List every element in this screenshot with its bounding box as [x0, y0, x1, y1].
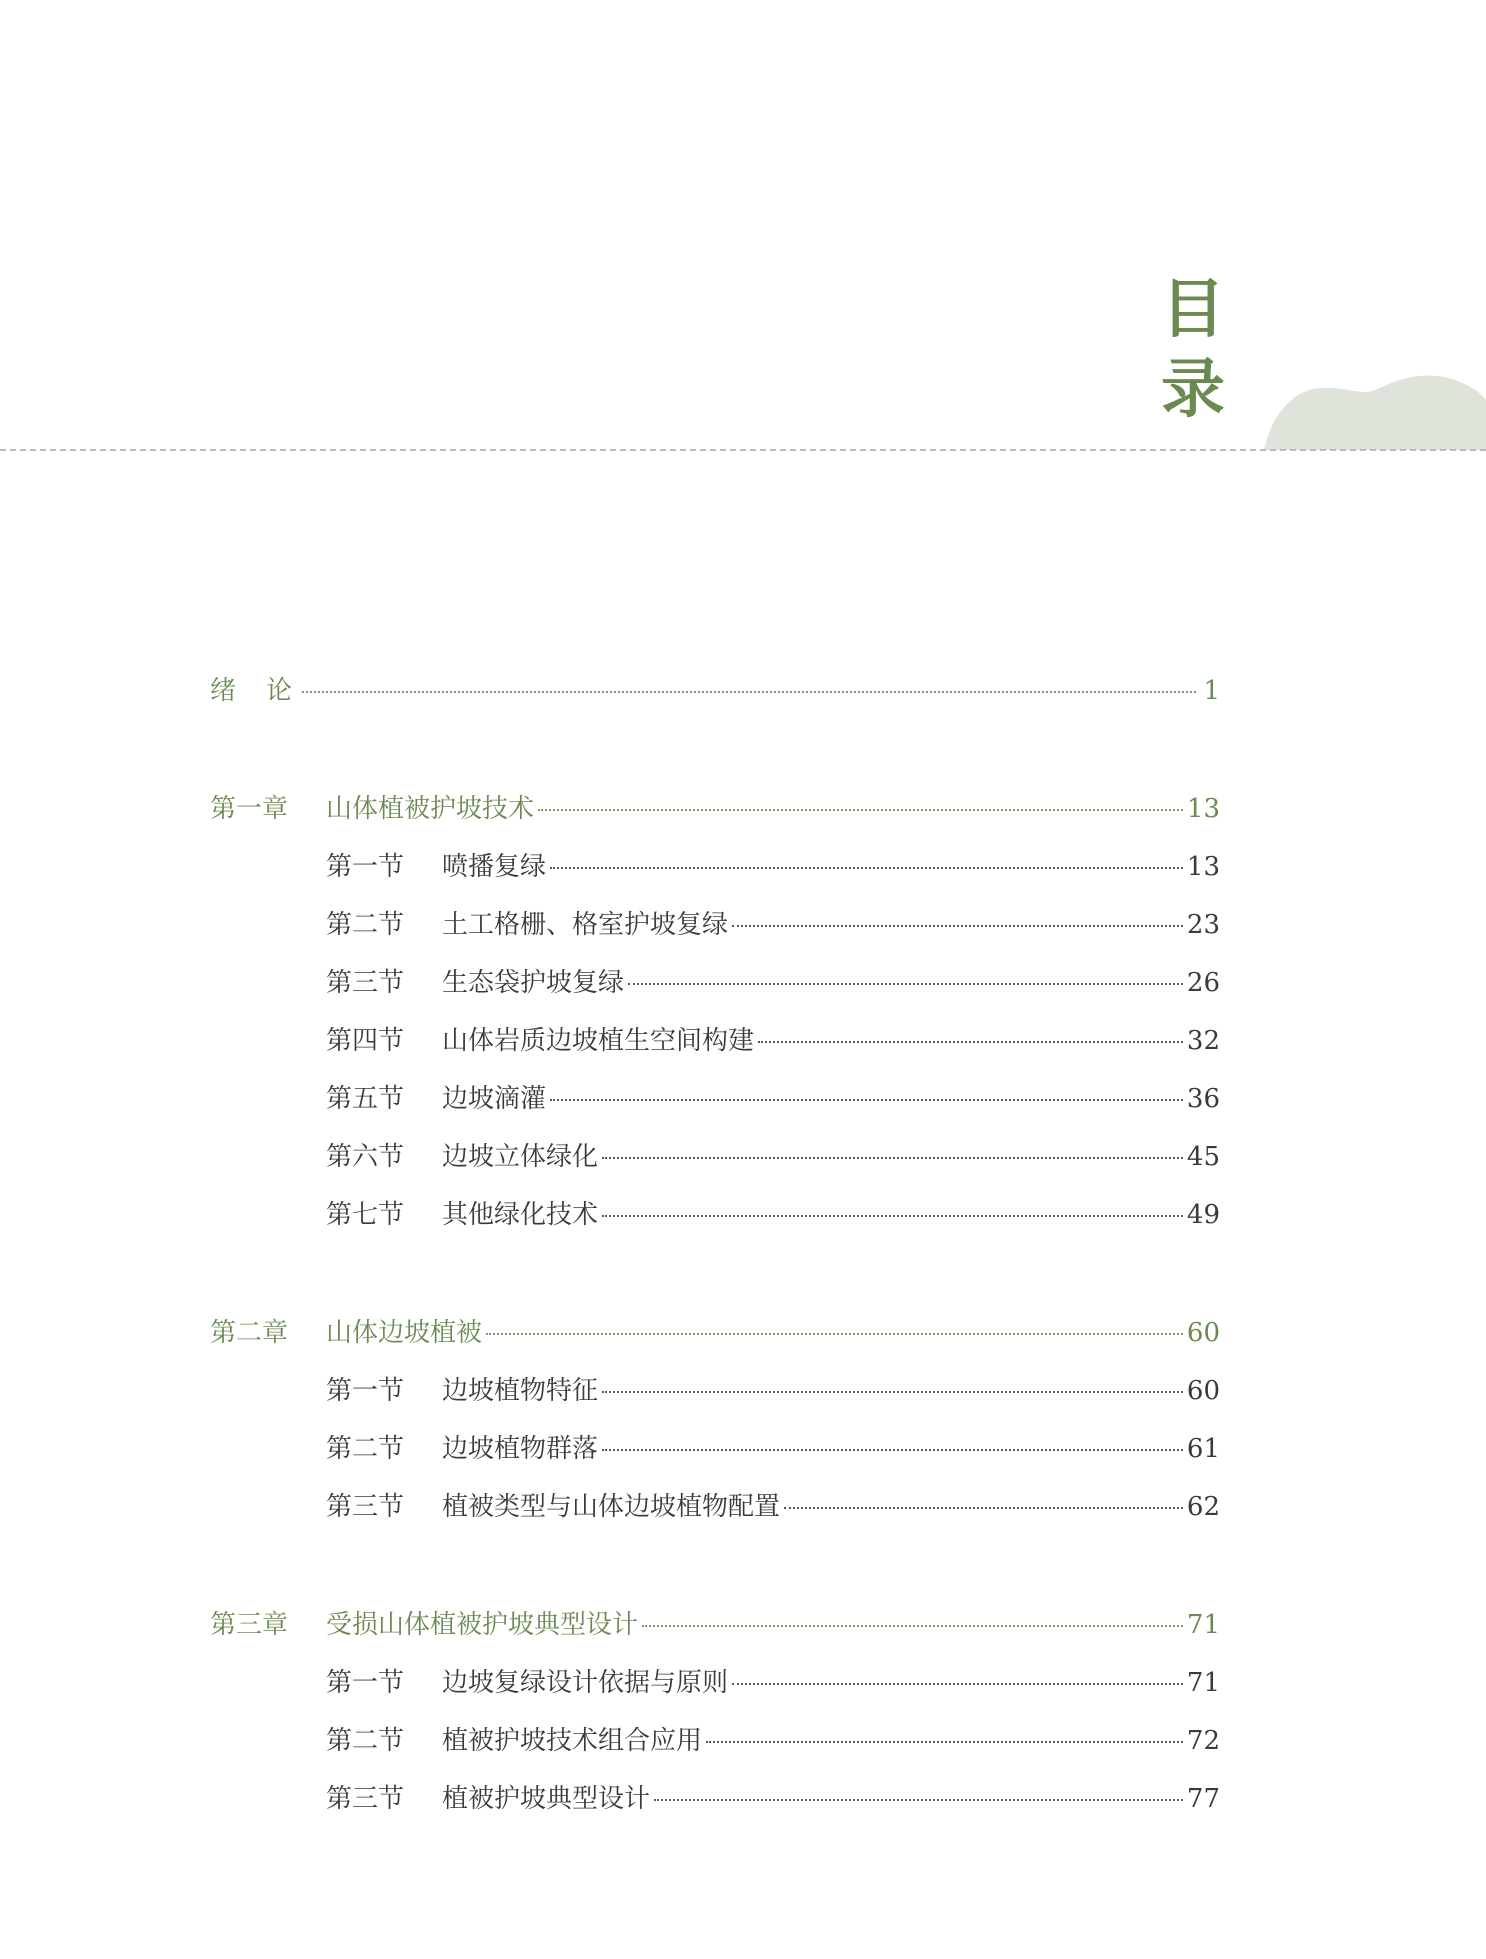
dot-leader — [602, 1157, 1183, 1159]
section-title: 山体岩质边坡植生空间构建 — [442, 1026, 755, 1056]
toc-page-number: 23 — [1186, 910, 1220, 940]
toc-section[interactable] — [210, 1720, 1220, 1778]
toc-page-number: 77 — [1186, 1784, 1220, 1814]
chapter-title: 受损山体植被护坡典型设计 — [326, 1610, 639, 1640]
dot-leader — [628, 983, 1183, 985]
toc-section[interactable] — [210, 904, 1220, 962]
section-title: 边坡复绿设计依据与原则 — [442, 1668, 729, 1698]
toc-page-number: 32 — [1186, 1026, 1220, 1056]
section-title: 边坡滴灌 — [442, 1084, 547, 1114]
toc-intro[interactable] — [210, 670, 1220, 728]
toc-page-number: 13 — [1186, 852, 1220, 882]
dot-leader — [302, 691, 1196, 693]
spacer — [210, 1544, 1220, 1604]
section-title: 喷播复绿 — [442, 852, 547, 882]
toc-page-number: 26 — [1186, 968, 1220, 998]
toc-section[interactable] — [210, 1194, 1220, 1252]
toc-chapter-3[interactable] — [210, 1604, 1220, 1662]
page-title — [1158, 270, 1228, 430]
chapter-title: 山体边坡植被 — [326, 1318, 483, 1348]
dot-leader — [550, 867, 1183, 869]
section-number: 第六节 — [326, 1142, 405, 1172]
dot-leader — [602, 1449, 1183, 1451]
section-title: 生态袋护坡复绿 — [442, 968, 625, 998]
toc-section[interactable] — [210, 1136, 1220, 1194]
toc-page-number: 13 — [1186, 794, 1220, 824]
toc-page-number: 60 — [1186, 1318, 1220, 1348]
dot-leader — [654, 1799, 1183, 1801]
section-number: 第四节 — [326, 1026, 405, 1056]
section-number: 第一节 — [326, 1668, 405, 1698]
toc-section[interactable] — [210, 1486, 1220, 1544]
section-number: 第三节 — [326, 1492, 405, 1522]
toc-section[interactable] — [210, 846, 1220, 904]
section-title: 土工格栅、格室护坡复绿 — [442, 910, 729, 940]
dot-leader — [602, 1391, 1183, 1393]
toc-page-number: 71 — [1186, 1610, 1220, 1640]
toc-page-number: 60 — [1186, 1376, 1220, 1406]
page-title-char: 目 — [1161, 273, 1225, 347]
dot-leader — [642, 1625, 1183, 1627]
section-title: 边坡植物特征 — [442, 1376, 599, 1406]
section-number: 第五节 — [326, 1084, 405, 1114]
chapter-number: 第三章 — [210, 1610, 289, 1640]
toc-page-number: 1 — [1203, 676, 1220, 706]
toc-page-number: 61 — [1186, 1434, 1220, 1464]
section-number: 第三节 — [326, 968, 405, 998]
toc-page-number: 71 — [1186, 1668, 1220, 1698]
dot-leader — [550, 1099, 1183, 1101]
section-title: 植被护坡技术组合应用 — [442, 1726, 703, 1756]
dot-leader — [758, 1041, 1183, 1043]
section-number: 第二节 — [326, 1726, 405, 1756]
dot-leader — [486, 1333, 1183, 1335]
section-title: 植被类型与山体边坡植物配置 — [442, 1492, 781, 1522]
dot-leader — [602, 1215, 1183, 1217]
section-number: 第一节 — [326, 1376, 405, 1406]
section-title: 其他绿化技术 — [442, 1200, 599, 1230]
dot-leader — [732, 925, 1183, 927]
toc-chapter-1[interactable] — [210, 788, 1220, 846]
chapter-number: 第二章 — [210, 1318, 289, 1348]
section-title: 边坡植物群落 — [442, 1434, 599, 1464]
toc-page-number: 36 — [1186, 1084, 1220, 1114]
section-number: 第二节 — [326, 910, 405, 940]
chapter-number: 第一章 — [210, 794, 289, 824]
table-of-contents — [210, 670, 1220, 1836]
toc-chapter-2[interactable] — [210, 1312, 1220, 1370]
toc-section[interactable] — [210, 1778, 1220, 1836]
dot-leader — [732, 1683, 1183, 1685]
spacer — [210, 728, 1220, 788]
page-title-char: 录 — [1161, 353, 1225, 427]
toc-section[interactable] — [210, 1020, 1220, 1078]
section-number: 第七节 — [326, 1200, 405, 1230]
section-title: 植被护坡典型设计 — [442, 1784, 651, 1814]
toc-page-number: 45 — [1186, 1142, 1220, 1172]
toc-section[interactable] — [210, 1370, 1220, 1428]
toc-section[interactable] — [210, 962, 1220, 1020]
hill-decoration — [1250, 360, 1486, 450]
dot-leader — [784, 1507, 1183, 1509]
dot-leader — [538, 809, 1183, 811]
spacer — [210, 1252, 1220, 1312]
section-title: 边坡立体绿化 — [442, 1142, 599, 1172]
toc-section[interactable] — [210, 1662, 1220, 1720]
dashed-divider — [0, 449, 1486, 451]
dot-leader — [706, 1741, 1183, 1743]
toc-intro-label: 绪论 — [210, 676, 323, 706]
chapter-title: 山体植被护坡技术 — [326, 794, 535, 824]
toc-page-number: 49 — [1186, 1200, 1220, 1230]
section-number: 第三节 — [326, 1784, 405, 1814]
toc-section[interactable] — [210, 1428, 1220, 1486]
section-number: 第一节 — [326, 852, 405, 882]
toc-page-number: 62 — [1186, 1492, 1220, 1522]
section-number: 第二节 — [326, 1434, 405, 1464]
toc-section[interactable] — [210, 1078, 1220, 1136]
toc-page-number: 72 — [1186, 1726, 1220, 1756]
